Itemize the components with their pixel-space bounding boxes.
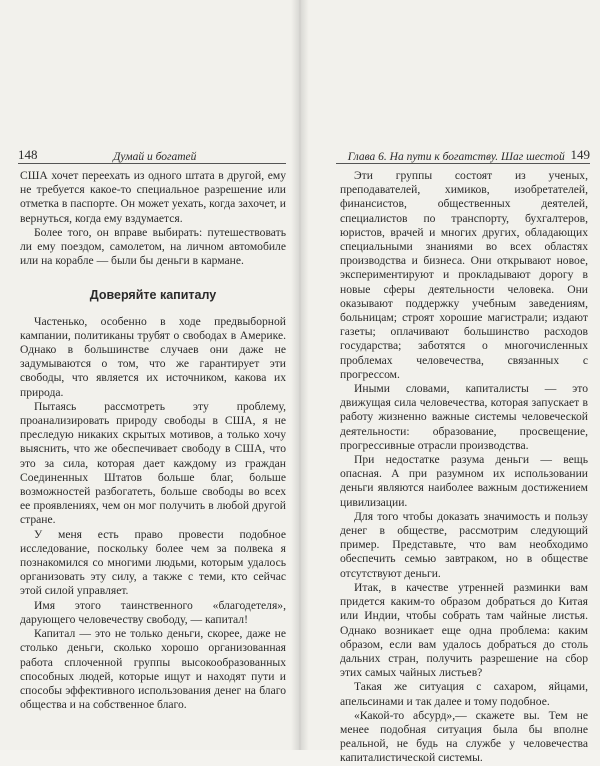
left-page-body [20,169,286,712]
paragraph: Такая же ситуация с сахаром, яйцами, апельсинами и так далее и тому подобное. [340,680,588,708]
paragraph: Иными словами, капиталисты — это движущая сила человечества, которая запускает в работу жизненно важные системы человеческой деятельности: образование, просвещение, прогрессивные отрасли производства. [340,382,588,452]
paragraph: Для того чтобы доказать значимость и пользу денег в обществе, рассмотрим следующий пример. Представьте, что вам необходимо обеспечить семью завтраком, но в обществе отсутствуют деньги. [340,509,588,580]
left-page [0,0,300,750]
paragraph: У меня есть право провести подобное исследование, поскольку более чем за полвека я познакомился со многими людьми, которым удалось организовать эту силу, а также с теми, кто сейчас этой силой управляет. [20,527,286,598]
running-title: Глава 6. На пути к богатству. Шаг шестой [347,151,565,163]
paragraph: Пытаясь рассмотреть эту проблему, проанализировать природу свободы в США, я не преследую никаких скрытых мотивов, а только хочу выяснить, что же обеспечивает свободу в США, что это за сила, которая дает каждому из граждан Соединенных Штатов больше благ, больше возможностей разбогатеть, больше свободы во всех ее проявлениях, чем он мог получить в любой другой стране. [20,399,286,527]
paragraph: Итак, в качестве утренней разминки вам придется каким-то образом добраться до Китая или Индии, чтобы собрать там чайные листья. Однако возникает еще одна проблема: каким образом, если вам удалось добраться до столь дальних стран, получить разрешение на сбор этих самых чайных листьев? [340,580,588,680]
paragraph: Более того, он вправе выбирать: путешествовать ли ему поездом, самолетом, на личном автомобиле или на корабле — были бы деньги в кармане. [20,225,286,268]
left-page-header [18,148,286,164]
paragraph: США хочет переехать из одного штата в другой, ему не требуется какое-то специальное разрешение или отметка в паспорте. Он может уехать, когда захочет, и вернуться, когда ему вздумается. [20,169,286,225]
paragraph: При недостатке разума деньги — вещь опасная. А при разумном их использовании деньги являются наиболее важным достижением цивилизации. [340,453,588,509]
section-heading: Доверяйте капиталу [89,288,217,303]
paragraph: Имя этого таинственного «благодетеля», дарующего человечеству свободу, — капитал! [20,598,286,626]
paragraph: «Какой-то абсурд»,— скажете вы. Тем не менее подобная ситуация была бы вполне реальной, не будь на службе у человечества капиталистической системы. [340,708,588,765]
paragraph: Капитал — это не только деньги, скорее, даже не столько деньги, сколько хорошо организованная работа сплоченной группы высокообразованных способных людей, которые ищут и находят пути и способы эффективного использования денег на благо общества и на собственное благо. [20,627,286,712]
page-number: 148 [18,147,38,162]
right-page-top-text [340,169,588,382]
paragraph: Эти группы состоят из ученых, преподавателей, химиков, изобретателей, финансистов, общественных деятелей, специалистов по транспорту, бухгалтеров, юристов, врачей и многих других, обладающих специальными знаниями во всех областях производства и бизнеса. Они открывают новое, экспериментируют и прокладывают дорогу в новые сферы деятельности человека. Они оказывают поддержку учебным заведениям, больницам; строят хорошие магистрали; издают газеты; оплачивают большинство расходов государства; заботятся о многочисленных проблемах человечества, связанных с прогрессом. [340,169,588,381]
right-page-body [340,382,588,765]
right-page-header [336,148,590,164]
page-number: 149 [570,147,590,162]
paragraph: Частенько, особенно в ходе предвыборной кампании, политиканы трубят о свободах в Америке. Однако в большинстве случаев они даже не задумываются о том, что же гарантирует эти свободы, что является их источником, какова их природа. [20,314,286,399]
running-title: Думай и богатей [113,151,197,163]
book-gutter [291,0,309,750]
